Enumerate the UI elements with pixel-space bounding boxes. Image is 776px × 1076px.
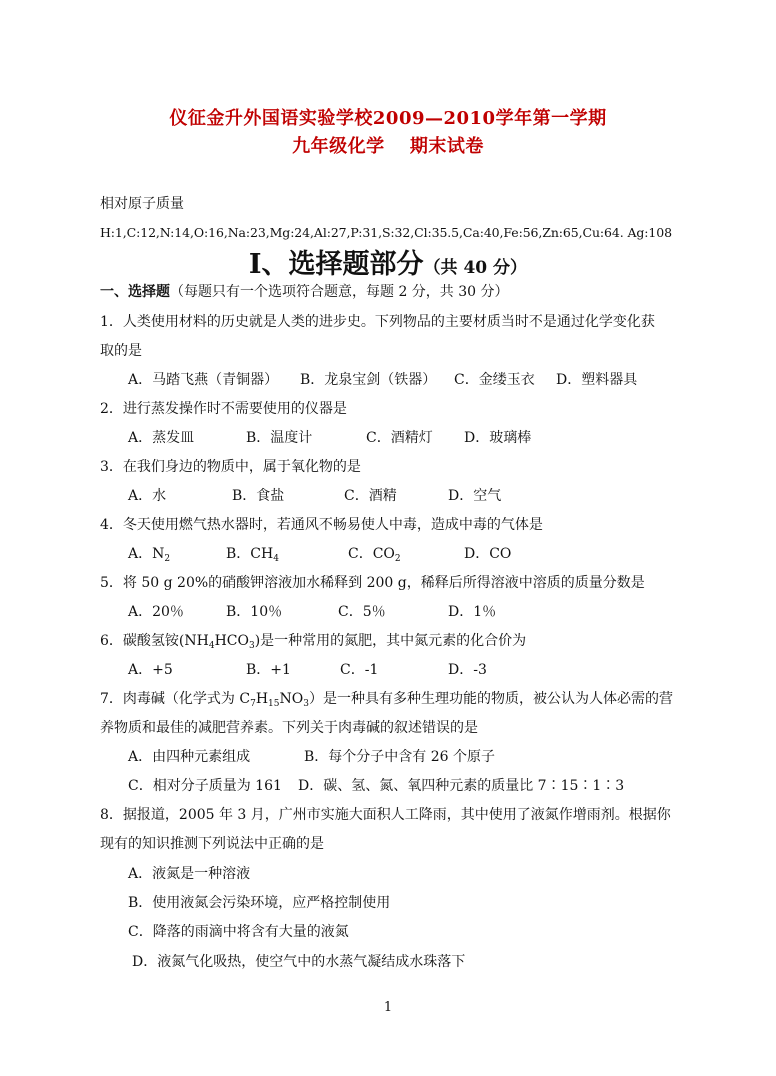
q8-stem-line2: 现有的知识推测下列说法中正确的是 xyxy=(100,836,324,852)
q4-option-a: A．$N_2$ xyxy=(128,546,171,564)
section-title: I、选择题部分 xyxy=(248,249,424,280)
q5-option-b: B．10％ xyxy=(226,604,283,620)
q1-stem-line1: 1．人类使用材料的历史就是人类的进步史。下列物品的主要材质当时不是通过化学变化获 xyxy=(100,314,655,330)
q1-stem-line2: 取的是 xyxy=(100,343,142,359)
section-heading xyxy=(0,242,776,281)
q4-option-b: B．$CH_4$ xyxy=(226,546,279,564)
q3-stem: 3．在我们身边的物质中，属于氧化物的是 xyxy=(100,459,361,475)
q7-option-d: D．碳、氢、氮、氧四种元素的质量比 7∶15∶1∶3 xyxy=(298,778,625,794)
q3-option-d: D．空气 xyxy=(448,488,502,504)
q8-option-b: B．使用液氮会污染环境，应严格控制使用 xyxy=(128,895,391,911)
q7-stem-line2: 养物质和最佳的减肥营养素。下列关于肉毒碱的叙述错误的是 xyxy=(100,720,478,736)
q4-option-c: C．$CO_2$ xyxy=(348,546,401,564)
q1-option-c: C．金缕玉衣 xyxy=(454,372,535,388)
q8-option-d: D．液氮气化吸热，使空气中的水蒸气凝结成水珠落下 xyxy=(132,954,466,970)
part-label: 一、选择题 xyxy=(100,284,170,300)
q6-option-b: B．+1 xyxy=(246,662,291,678)
q2-option-d: D．玻璃棒 xyxy=(464,430,532,446)
exam-title-school: 仪征金升外国语实验学校2009—2010学年第一学期 xyxy=(169,108,607,129)
q7-option-a: A．由四种元素组成 xyxy=(128,749,251,765)
q1-option-a: A．马踏飞燕（青铜器） xyxy=(128,372,279,388)
q3-option-a: A．水 xyxy=(128,488,167,504)
q2-option-b: B．温度计 xyxy=(246,430,313,446)
q5-stem: 5．将 50 g 20%的硝酸钾溶液加水稀释到 200 g，稀释后所得溶液中溶质的质量分数是 xyxy=(100,575,645,591)
q3-option-b: B．食盐 xyxy=(232,488,285,504)
q7-stem-line1: 7．肉毒碱（化学式为 $C_7H_{15}NO_3$）是一种具有多种生理功能的物质，被公认为人体必需的营 xyxy=(100,691,673,709)
q2-stem: 2．进行蒸发操作时不需要使用的仪器是 xyxy=(100,401,347,417)
exam-title-subject: 九年级化学 期末试卷 xyxy=(292,136,484,157)
q6-option-c: C．-1 xyxy=(340,662,379,678)
q6-option-d: D．-3 xyxy=(448,662,487,678)
q8-stem-line1: 8．据报道，2005 年 3 月，广州市实施大面积人工降雨，其中使用了液氮作增雨剂。根据你 xyxy=(100,807,671,823)
part-instruction-text: （每题只有一个选项符合题意，每题 2 分，共 30 分） xyxy=(170,284,509,300)
q1-option-b: B．龙泉宝剑（铁器） xyxy=(300,372,437,388)
q3-option-c: C．酒精 xyxy=(344,488,397,504)
q4-option-d: D．CO xyxy=(464,546,512,562)
q7-option-b: B．每个分子中含有 26 个原子 xyxy=(304,749,496,765)
part-instruction xyxy=(100,282,509,302)
q2-option-c: C．酒精灯 xyxy=(366,430,433,446)
q5-option-c: C．5％ xyxy=(338,604,386,620)
q1-option-d: D．塑料器具 xyxy=(556,372,638,388)
q7-option-c: C．相对分子质量为 161 xyxy=(128,778,282,794)
q8-option-c: C．降落的雨滴中将含有大量的液氮 xyxy=(128,924,349,940)
q6-option-a: A．+5 xyxy=(128,662,173,678)
q2-option-a: A．蒸发皿 xyxy=(128,430,195,446)
q8-option-a: A．液氮是一种溶液 xyxy=(128,866,251,882)
q6-stem: 6．碳酸氢铵$(NH_4HCO_3)$是一种常用的氮肥，其中氮元素的化合价为 xyxy=(100,633,527,651)
atomic-masses-label: 相对原子质量 xyxy=(100,196,184,212)
atomic-masses-values: H:1,C:12,N:14,O:16,Na:23,Mg:24,Al:27,P:31,S:32,Cl:35.5,Ca:40,Fe:56,Zn:65,Cu:64. Ag:108 xyxy=(100,225,672,240)
page-number: 1 xyxy=(383,1000,393,1015)
q4-stem: 4．冬天使用燃气热水器时，若通风不畅易使人中毒，造成中毒的气体是 xyxy=(100,517,543,533)
q5-option-d: D．1％ xyxy=(448,604,497,620)
section-score: （共 40 分） xyxy=(423,258,528,278)
q5-option-a: A．20％ xyxy=(128,604,184,620)
